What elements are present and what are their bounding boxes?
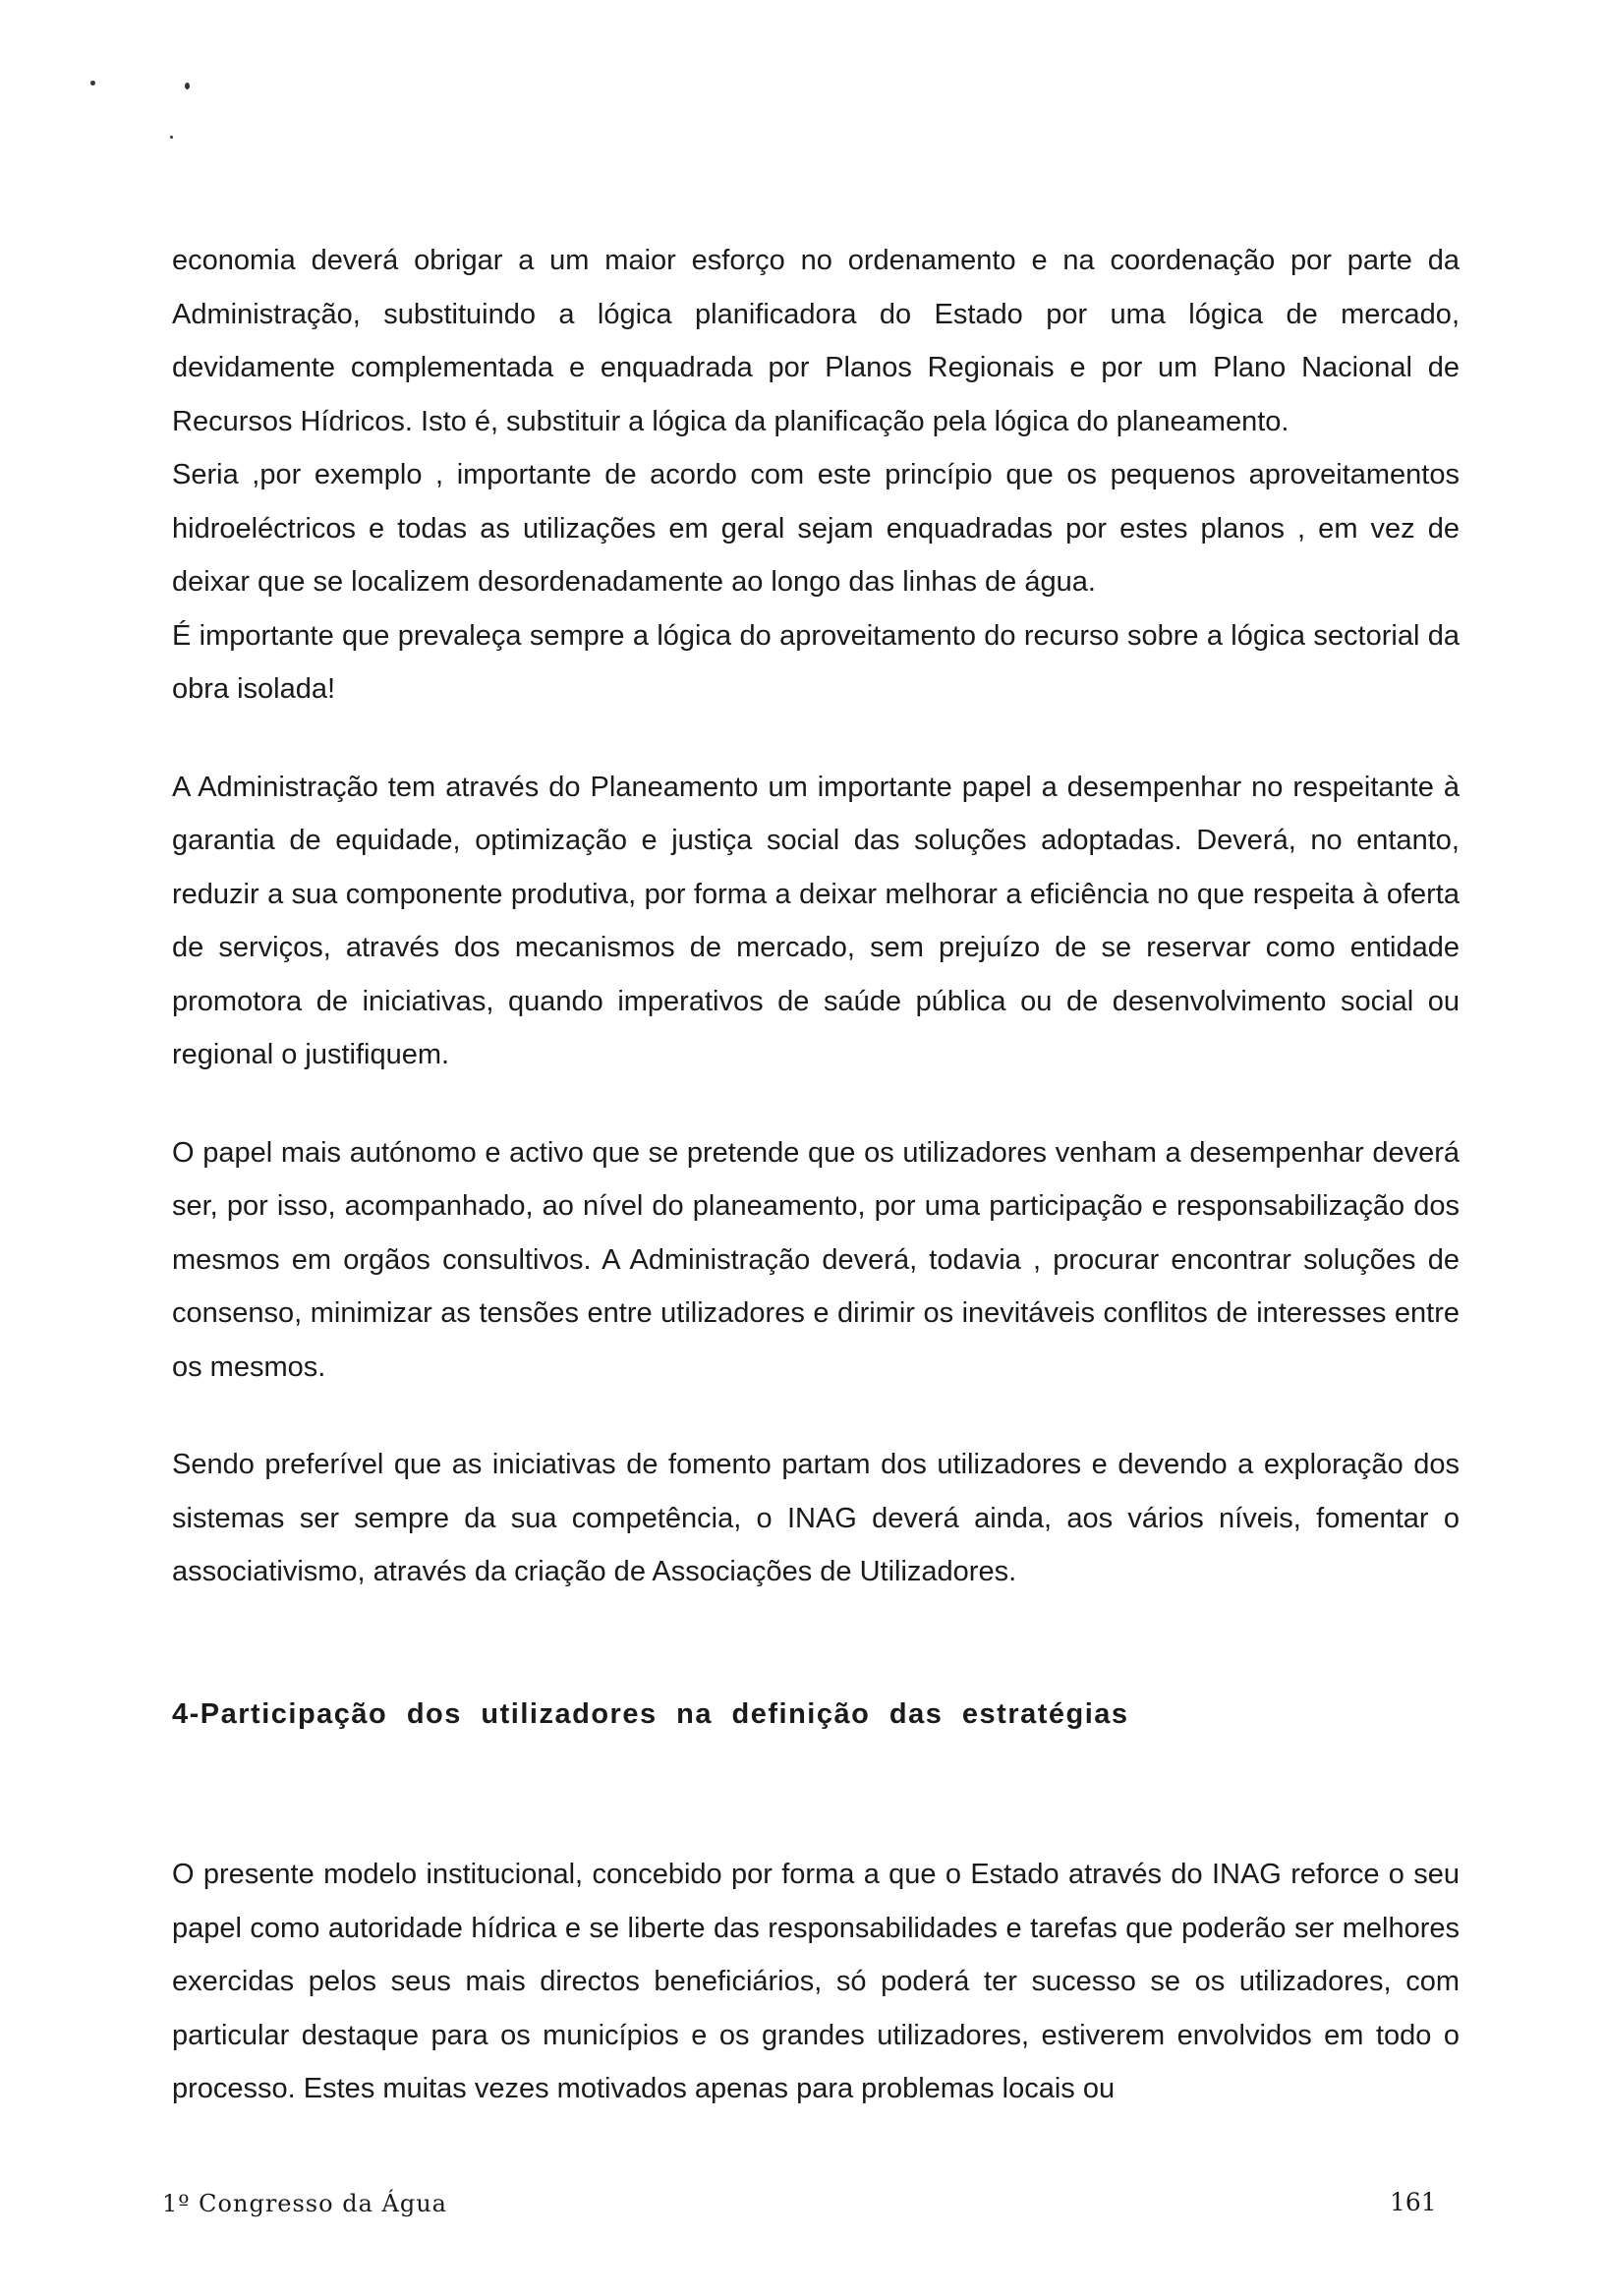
paragraph: A Administração tem através do Planeamento um importante papel a desempenhar no respeitante à garantia de equidade, optimização e justiça social das soluções adoptadas. Deverá, no entanto, reduzir a sua componente produtiva, por forma a deixar melhorar a eficiência no que respeita à oferta de serviços, através dos mecanismos de mercado, sem prejuízo de se reservar como entidade promotora de iniciativas, quando imperativos de saúde pública ou de desenvolvimento social ou regional o justifiquem. xyxy=(172,771,1460,1070)
paragraph: O papel mais autónomo e activo que se pretende que os utilizadores venham a desempenhar deverá ser, por isso, acompanhado, ao nível do planeamento, por uma participação e responsabilização dos mesmos em orgãos consultivos. A Administração deverá, todavia , procurar encontrar soluções de consenso, minimizar as tensões entre utilizadores e dirimir os inevitáveis conflitos de interesses entre os mesmos. xyxy=(172,1136,1460,1383)
paragraph: economia deverá obrigar a um maior esforço no ordenamento e na coordenação por parte da Administração, substituindo a lógica planificadora do Estado por uma lógica de mercado, devidamente complementada e enquadrada por Planos Regionais e por um Plano Nacional de Recursos Hídricos. Isto é, substituir a lógica da planificação pela lógica do planeamento. xyxy=(172,245,1460,437)
page-number: 161 xyxy=(1390,2188,1437,2216)
paragraph: Seria ,por exemplo , importante de acordo com este princípio que os pequenos aproveitamentos hidroeléctricos e todas as utilizações em geral sejam enquadradas por estes planos , em vez de deixar que se localizem desordenadamente ao longo das linhas de água. xyxy=(172,459,1460,598)
body-text xyxy=(172,234,1460,1599)
scan-speck xyxy=(170,136,173,139)
paragraph: É importante que prevaleça sempre a lógica do aproveitamento do recurso sobre a lógica sectorial da obra isolada! xyxy=(172,619,1460,705)
section-body xyxy=(172,1848,1460,2116)
section-heading: 4-Participação dos utilizadores na definição das estratégias xyxy=(172,1698,1129,1730)
scan-speck xyxy=(90,81,95,86)
paragraph: Sendo preferível que as iniciativas de fomento partam dos utilizadores e devendo a exploração dos sistemas ser sempre da sua competência, o INAG deverá ainda, aos vários níveis, fomentar o associativismo, através da criação de Associações de Utilizadores. xyxy=(172,1449,1460,1587)
scan-speck xyxy=(185,83,190,89)
footer-conference: 1º Congresso da Água xyxy=(162,2190,447,2217)
paragraph: O presente modelo institucional, concebido por forma a que o Estado através do INAG reforce o seu papel como autoridade hídrica e se liberte das responsabilidades e tarefas que poderão ser melhores exercidas pelos seus mais directos beneficiários, só poderá ter sucesso se os utilizadores, com particular destaque para os municípios e os grandes utilizadores, estiverem envolvidos em todo o processo. Estes muitas vezes motivados apenas para problemas locais ou xyxy=(172,1859,1460,2104)
